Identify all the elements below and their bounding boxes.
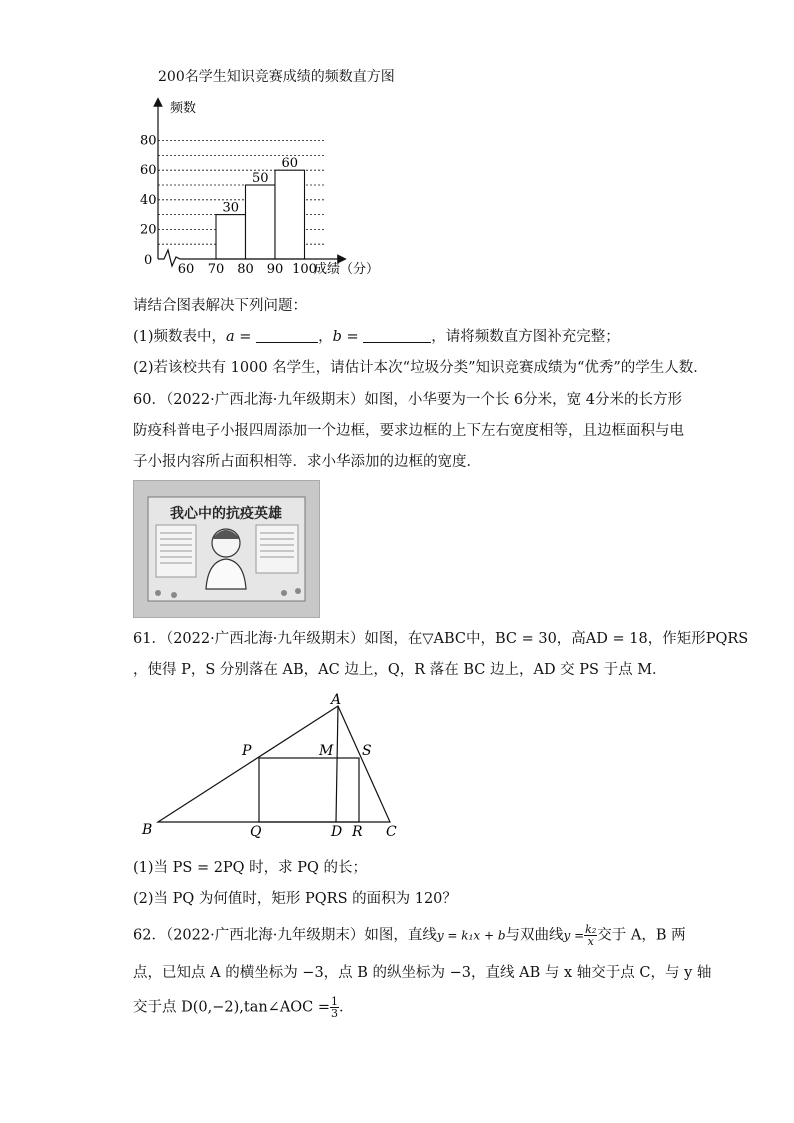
x-tick-label: 60 <box>177 262 195 277</box>
bar <box>216 215 246 259</box>
y-tick-label: 20 <box>140 222 157 238</box>
q59-intro: 请结合图表解决下列问题： <box>133 298 307 314</box>
x-tick-labels <box>178 262 317 277</box>
label-a: A <box>331 692 342 708</box>
chart-title: 200名学生知识竞赛成绩的频数直方图 <box>158 69 395 85</box>
label-p: P <box>242 743 252 759</box>
bar-label: 60 <box>281 156 299 172</box>
q62-line2: 点，已知点 A 的横坐标为 −3，点 B 的纵坐标为 −3，直线 AB 与 x 轴交于点 C，与 y 轴 <box>133 965 712 981</box>
bar-label: 30 <box>222 200 240 216</box>
x-tick-label: 90 <box>266 262 284 277</box>
altitude-ad <box>336 706 338 822</box>
y-axis-label: 频数 <box>170 101 197 116</box>
x-tick-label: 70 <box>207 262 225 277</box>
q60-line1: 60．（2022·广西北海·九年级期末）如图，小华要为一个长 6分米，宽 4分米的长方形 <box>133 392 682 408</box>
triangle-abc <box>158 706 390 822</box>
bar <box>275 170 305 259</box>
q59-part2: (2)若该校共有 1000 名学生，请估计本次“垃圾分类”知识竞赛成绩为“优秀”的学生人数． <box>133 360 708 376</box>
bar-label: 50 <box>251 171 269 186</box>
q61-line1: 61．（2022·广西北海·九年级期末）如图，在▽ABC中，BC = 30，高AD = 18，作矩形PQRS <box>133 631 749 647</box>
y-tick-labels <box>140 134 157 268</box>
label-q: Q <box>250 824 262 840</box>
label-b: B <box>142 822 153 838</box>
epidemic-poster-image <box>133 480 320 618</box>
x-tick-label: 100 <box>292 262 317 277</box>
label-r: R <box>352 824 363 840</box>
label-c: C <box>386 824 397 840</box>
q62-line1: 62．（2022·广西北海·九年级期末）如图，直线y = k₁x + b与双曲线y = $\frac{\text{k₂}}{x}$ 交于 A，B 两 <box>133 923 686 948</box>
label-d: D <box>331 824 343 840</box>
q61-part1: (1)当 PS = 2PQ 时，求 PQ 的长； <box>133 860 368 876</box>
q60-line3: 子小报内容所占面积相等．求小华添加的边框的宽度． <box>133 454 481 470</box>
y-tick-label: 40 <box>140 192 157 208</box>
frequency-histogram <box>130 96 400 280</box>
label-s: S <box>362 743 372 759</box>
y-tick-label: 0 <box>144 253 153 268</box>
q62-line3: 交于点 D(0,−2),tan∠AOC = $\frac{1}{3}$ ． <box>133 995 354 1020</box>
blank-a[interactable] <box>256 328 318 343</box>
x-tick-label: 80 <box>237 262 254 277</box>
bar <box>246 185 276 259</box>
label-m: M <box>319 743 334 759</box>
y-tick-label: 60 <box>140 163 157 179</box>
q60-line2: 防疫科普电子小报四周添加一个边框，要求边框的上下左右宽度相等，且边框面积与电 <box>133 423 684 439</box>
blank-b[interactable] <box>363 328 431 343</box>
y-tick-label: 80 <box>140 133 157 149</box>
poster-title: 我心中的抗疫英雄 <box>170 506 282 522</box>
q61-part2: (2)当 PQ 为何值时，矩形 PQRS 的面积为 120？ <box>133 891 457 907</box>
triangle-rectangle-figure <box>138 692 408 842</box>
q59-part1: (1)频数表中，a = ，b = ，请将频数直方图补充完整； <box>133 329 620 345</box>
q61-line2: ，使得 P，S 分别落在 AB，AC 边上，Q，R 落在 BC 边上，AD 交 PS 于点 M． <box>133 662 667 678</box>
rectangle-pqrs <box>259 758 359 822</box>
x-axis-label: 成绩（分） <box>314 262 380 277</box>
